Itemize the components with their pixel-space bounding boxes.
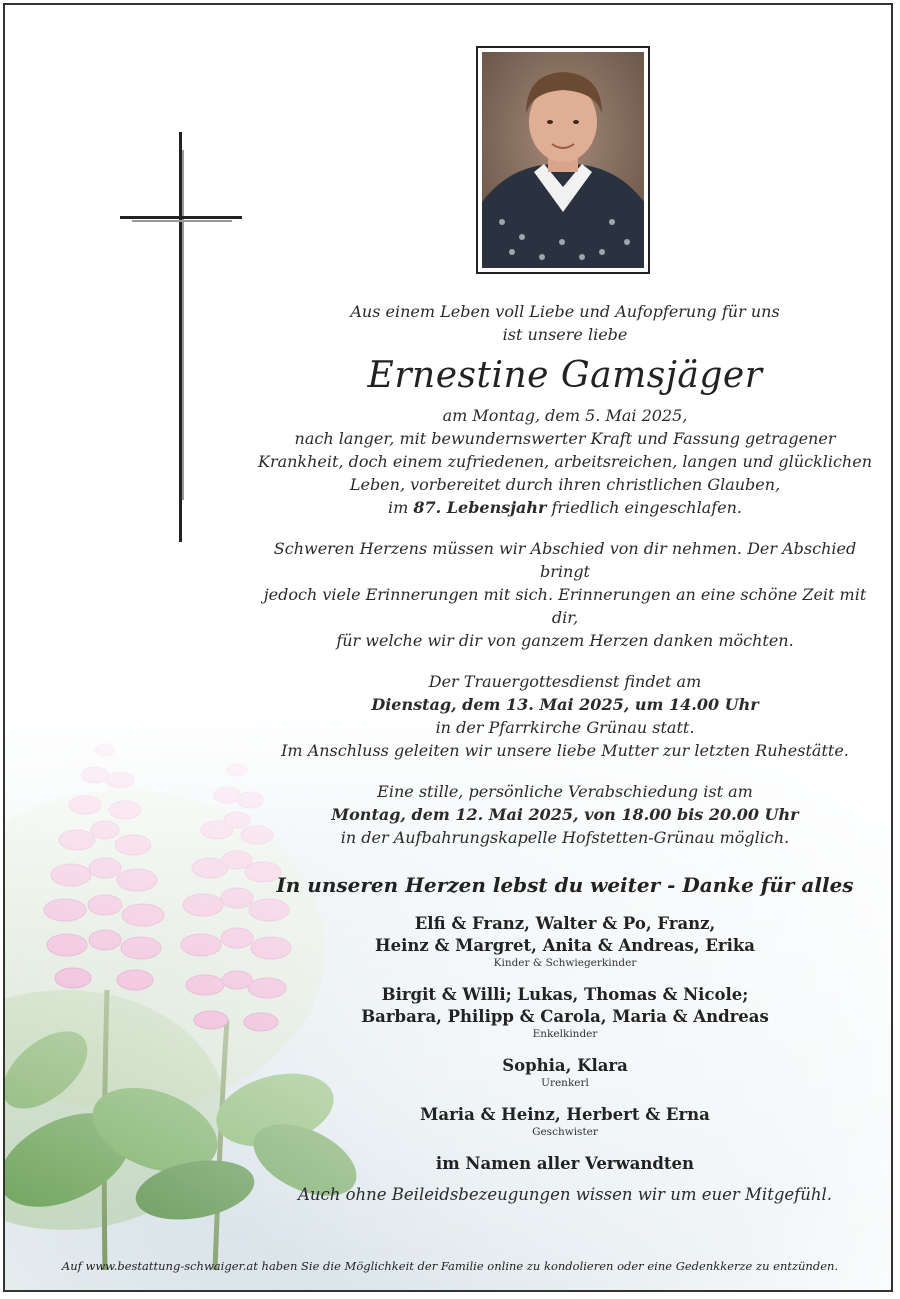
closing-line: Auch ohne Beileidsbezeugungen wissen wir um euer Mitgefühl. xyxy=(297,1185,833,1204)
family-names: Elfi & Franz, Walter & Po, Franz, xyxy=(414,914,716,933)
footer-note: Auf www.bestattung-schwaiger.at haben Sie die Möglichkeit der Familie online zu kondolieren oder eine Gedenkkerze zu entzünden. xyxy=(61,1259,839,1273)
intro-line: Aus einem Leben voll Liebe und Aufopferung für uns xyxy=(350,302,780,321)
cross-icon xyxy=(118,130,244,544)
notice-age: 87. Lebensjahr xyxy=(413,498,547,517)
motto: In unseren Herzen lebst du weiter - Danke für alles xyxy=(276,873,854,897)
notice-line: Krankheit, doch einem zufriedenen, arbeitsreichen, langen und glücklichen xyxy=(257,452,873,471)
viewing-date: Montag, dem 12. Mai 2025, von 18.00 bis 20.00 Uhr xyxy=(331,805,799,824)
deceased-name: Ernestine Gamsjäger xyxy=(367,355,763,396)
death-notice xyxy=(250,404,880,519)
family-names: Birgit & Willi; Lukas, Thomas & Nicole; xyxy=(381,985,749,1004)
farewell-line: jedoch viele Erinnerungen mit sich. Erinnerungen an eine schöne Zeit mit dir, xyxy=(263,585,867,627)
family-names: Heinz & Margret, Anita & Andreas, Erika xyxy=(374,936,755,955)
relatives-line: im Namen aller Verwandten xyxy=(435,1154,695,1173)
notice-age-suffix: friedlich eingeschlafen. xyxy=(546,498,743,517)
notice-line: Leben, vorbereitet durch ihren christlichen Glauben, xyxy=(349,475,781,494)
viewing-info xyxy=(250,780,880,849)
viewing-line: Eine stille, persönliche Verabschiedung ist am xyxy=(377,782,753,801)
service-line: Im Anschluss geleiten wir unsere liebe Mutter zur letzten Ruhestätte. xyxy=(281,741,849,760)
portrait-image xyxy=(482,52,644,268)
notice-line xyxy=(250,496,880,519)
family-list xyxy=(250,913,880,1139)
farewell-text xyxy=(250,537,880,652)
notice-line: nach langer, mit bewundernswerter Kraft und Fassung getragener xyxy=(294,429,836,448)
family-role: Kinder & Schwiegerkinder xyxy=(493,957,637,969)
obituary-text xyxy=(250,300,880,1206)
farewell-line: für welche wir dir von ganzem Herzen danken möchten. xyxy=(336,631,794,650)
notice-line: am Montag, dem 5. Mai 2025, xyxy=(442,406,688,425)
intro-line: ist unsere liebe xyxy=(502,325,628,344)
viewing-line: in der Aufbahrungskapelle Hofstetten-Grünau möglich. xyxy=(340,828,790,847)
family-role: Enkelkinder xyxy=(532,1028,598,1040)
family-names: Barbara, Philipp & Carola, Maria & Andreas xyxy=(361,1007,769,1026)
family-role: Urenkerl xyxy=(541,1077,589,1089)
service-line: in der Pfarrkirche Grünau statt. xyxy=(435,718,695,737)
family-role: Geschwister xyxy=(532,1126,598,1138)
portrait-photo xyxy=(476,46,650,274)
service-date: Dienstag, dem 13. Mai 2025, um 14.00 Uhr xyxy=(371,695,759,714)
farewell-line: Schweren Herzens müssen wir Abschied von dir nehmen. Der Abschied bringt xyxy=(273,539,857,581)
family-names: Sophia, Klara xyxy=(502,1056,628,1075)
notice-age-prefix: im xyxy=(387,498,414,517)
family-names: Maria & Heinz, Herbert & Erna xyxy=(420,1105,710,1124)
service-line: Der Trauergottesdienst findet am xyxy=(428,672,702,691)
funeral-service xyxy=(250,670,880,762)
